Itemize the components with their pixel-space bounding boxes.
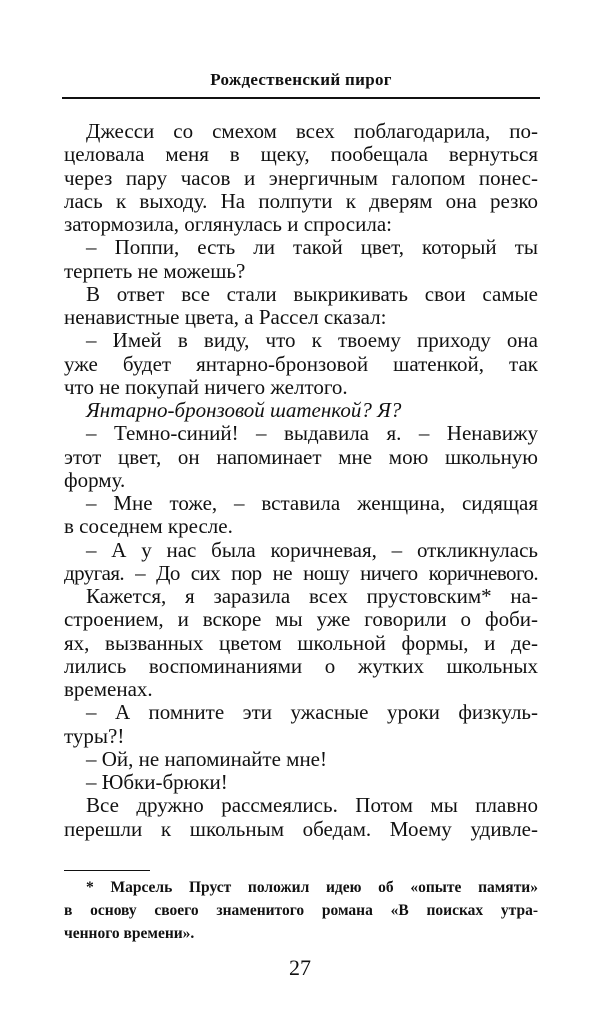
text-line: перешли к школьным обедам. Моему удивле- [64, 816, 538, 841]
text-line: – Юбки-брюки! [86, 770, 228, 794]
text-line: через пару часов и энергичным галопом понес- [64, 165, 538, 190]
text-line: Джесси со смехом всех поблагодарила, по- [86, 119, 538, 143]
text-line: лились воспоминаниями о жутких школьных [64, 653, 538, 678]
running-header: Рождественский пирог [210, 70, 392, 89]
text-line: целовала меня в щеку, пообещала вернуться [64, 142, 538, 167]
text-line-italic: Янтарно-бронзовой шатенкой? Я? [86, 398, 402, 422]
page-number: 27 [289, 955, 311, 980]
text-line: – Темно-синий! – выдавила я. – Ненавижу [86, 421, 538, 446]
text-line: в соседнем кресле. [64, 514, 233, 539]
text-line: затормозила, оглянулась и спросила: [64, 212, 392, 236]
text-line: – А у нас была коричневая, – откликнулась [86, 537, 538, 562]
text-line: форму. [64, 467, 126, 492]
body-text [64, 120, 538, 841]
footnote [64, 876, 538, 945]
text-line: что не покупай ничего желтого. [64, 374, 348, 399]
text-line: этот цвет, он напоминает мне мою школьную [64, 444, 538, 469]
text-line: – Ой, не напоминайте мне! [86, 746, 327, 771]
text-line: – Имей в виду, что к твоему приходу она [86, 328, 538, 353]
text-line: строением, и вскоре мы уже говорили о фоби- [64, 607, 538, 632]
text-line: – Мне тоже, – вставила женщина, сидящая [86, 491, 538, 515]
footnote-rule [64, 870, 150, 871]
text-line: Все дружно рассмеялись. Потом мы плавно [86, 793, 538, 818]
header-rule [62, 97, 540, 99]
text-line: другая. – До сих пор не ношу ничего коричневого. [64, 560, 538, 585]
text-line: временах. [64, 677, 153, 701]
text-line: уже будет янтарно-бронзовой шатенкой, так [64, 351, 538, 376]
text-line: лась к выходу. На полпути к дверям она резко [64, 188, 538, 213]
text-line: В ответ все стали выкрикивать свои самые [86, 281, 538, 306]
text-line: – А помните эти ужасные уроки физкуль- [86, 700, 538, 725]
text-line: ненавистные цвета, а Рассел сказал: [64, 305, 387, 329]
text-line: терпеть не можешь? [64, 258, 246, 283]
footnote-line: * Марсель Пруст положил идею об «опыте памяти» [86, 879, 538, 896]
footnote-line: ченного времени». [64, 925, 195, 942]
text-line: ях, вызванных цветом школьной формы, и де- [64, 630, 538, 655]
footnote-line: в основу своего знаменитого романа «В поисках утра- [64, 902, 538, 919]
text-line: туры?! [64, 723, 125, 748]
text-line: – Поппи, есть ли такой цвет, который ты [86, 235, 538, 260]
text-line: Кажется, я заразила всех прустовским* на- [86, 584, 538, 608]
